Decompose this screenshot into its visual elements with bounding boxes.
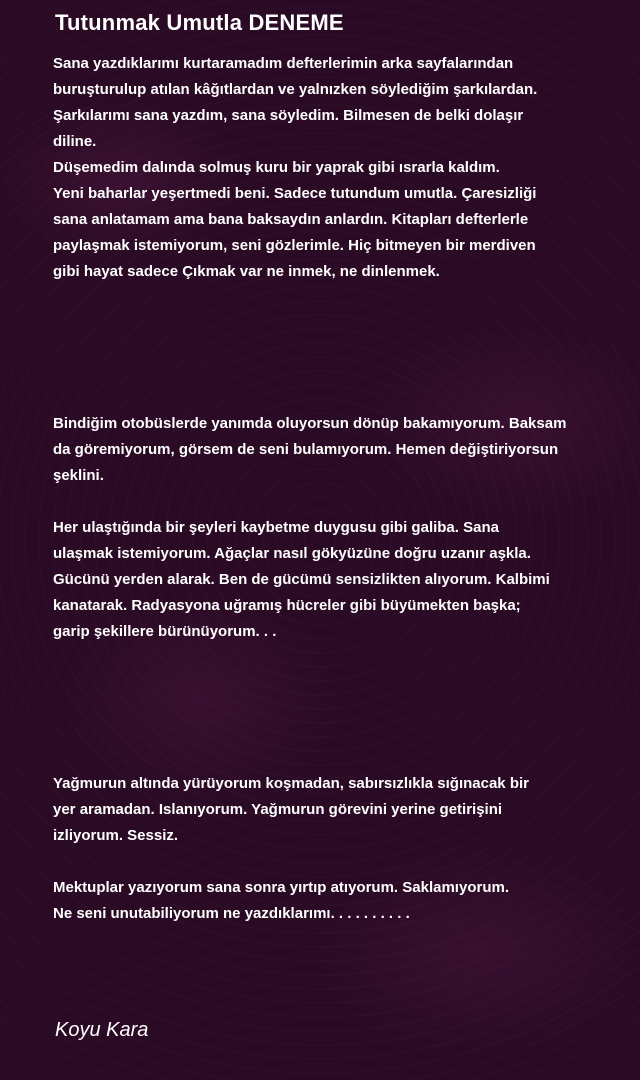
- stanza-line: ulaşmak istemiyorum. Ağaçlar nasıl gökyüzüne doğru uzanır aşkla.: [53, 545, 531, 562]
- poem-title: Tutunmak Umutla DENEME: [55, 10, 344, 35]
- stanza-line: Gücünü yerden alarak. Ben de gücümü sensizlikten alıyorum. Kalbimi: [53, 571, 550, 588]
- stanza-line: Şarkılarımı sana yazdım, sana söyledim. Bilmesen de belki dolaşır: [53, 107, 524, 124]
- author-signature: Koyu Kara: [55, 1019, 149, 1041]
- stanza-line: garip şekillere bürünüyorum. . .: [53, 623, 277, 640]
- stanza-line: Bindiğim otobüslerde yanımda oluyorsun dönüp bakamıyorum. Baksam: [53, 415, 567, 432]
- stanza-2: [53, 411, 608, 645]
- stanza-spacer: [53, 849, 608, 875]
- stanza-line: da göremiyorum, görsem de seni bulamıyorum. Hemen değiştiriyorsun: [53, 441, 559, 458]
- stanza-line: yer aramadan. Islanıyorum. Yağmurun görevini yerine getirişini: [53, 801, 503, 818]
- stanza-line: Ne seni unutabiliyorum ne yazdıklarımı. . . . . . . . . .: [53, 905, 410, 922]
- stanza-line: şeklini.: [53, 467, 104, 484]
- stanza-line: Yeni baharlar yeşertmedi beni. Sadece tutundum umutla. Çaresizliği: [53, 185, 537, 202]
- stanza-3: [53, 771, 608, 927]
- stanza-line: gibi hayat sadece Çıkmak var ne inmek, ne dinlenmek.: [53, 263, 440, 280]
- stanza-line: izliyorum. Sessiz.: [53, 827, 179, 844]
- stanza-1: [53, 51, 608, 285]
- stanza-line: Yağmurun altında yürüyorum koşmadan, sabırsızlıkla sığınacak bir: [53, 775, 529, 792]
- stanza-line: kanatarak. Radyasyona uğramış hücreler gibi büyümekten başka;: [53, 597, 521, 614]
- stanza-line: Sana yazdıklarımı kurtaramadım defterlerimin arka sayfalarından: [53, 55, 514, 72]
- stanza-line: diline.: [53, 133, 97, 150]
- stanza-line: Mektuplar yazıyorum sana sonra yırtıp atıyorum. Saklamıyorum.: [53, 879, 509, 896]
- stanza-spacer: [53, 489, 608, 515]
- stanza-line: Her ulaştığında bir şeyleri kaybetme duygusu gibi galiba. Sana: [53, 519, 499, 536]
- stanza-line: Düşemedim dalında solmuş kuru bir yaprak gibi ısrarla kaldım.: [53, 159, 500, 176]
- stanza-line: buruşturulup atılan kâğıtlardan ve yalnızken söylediğim şarkılardan.: [53, 81, 538, 98]
- stanza-line: sana anlatamam ama bana baksaydın anlardın. Kitapları defterlerle: [53, 211, 529, 228]
- stanza-line: paylaşmak istemiyorum, seni gözlerimle. Hiç bitmeyen bir merdiven: [53, 237, 536, 254]
